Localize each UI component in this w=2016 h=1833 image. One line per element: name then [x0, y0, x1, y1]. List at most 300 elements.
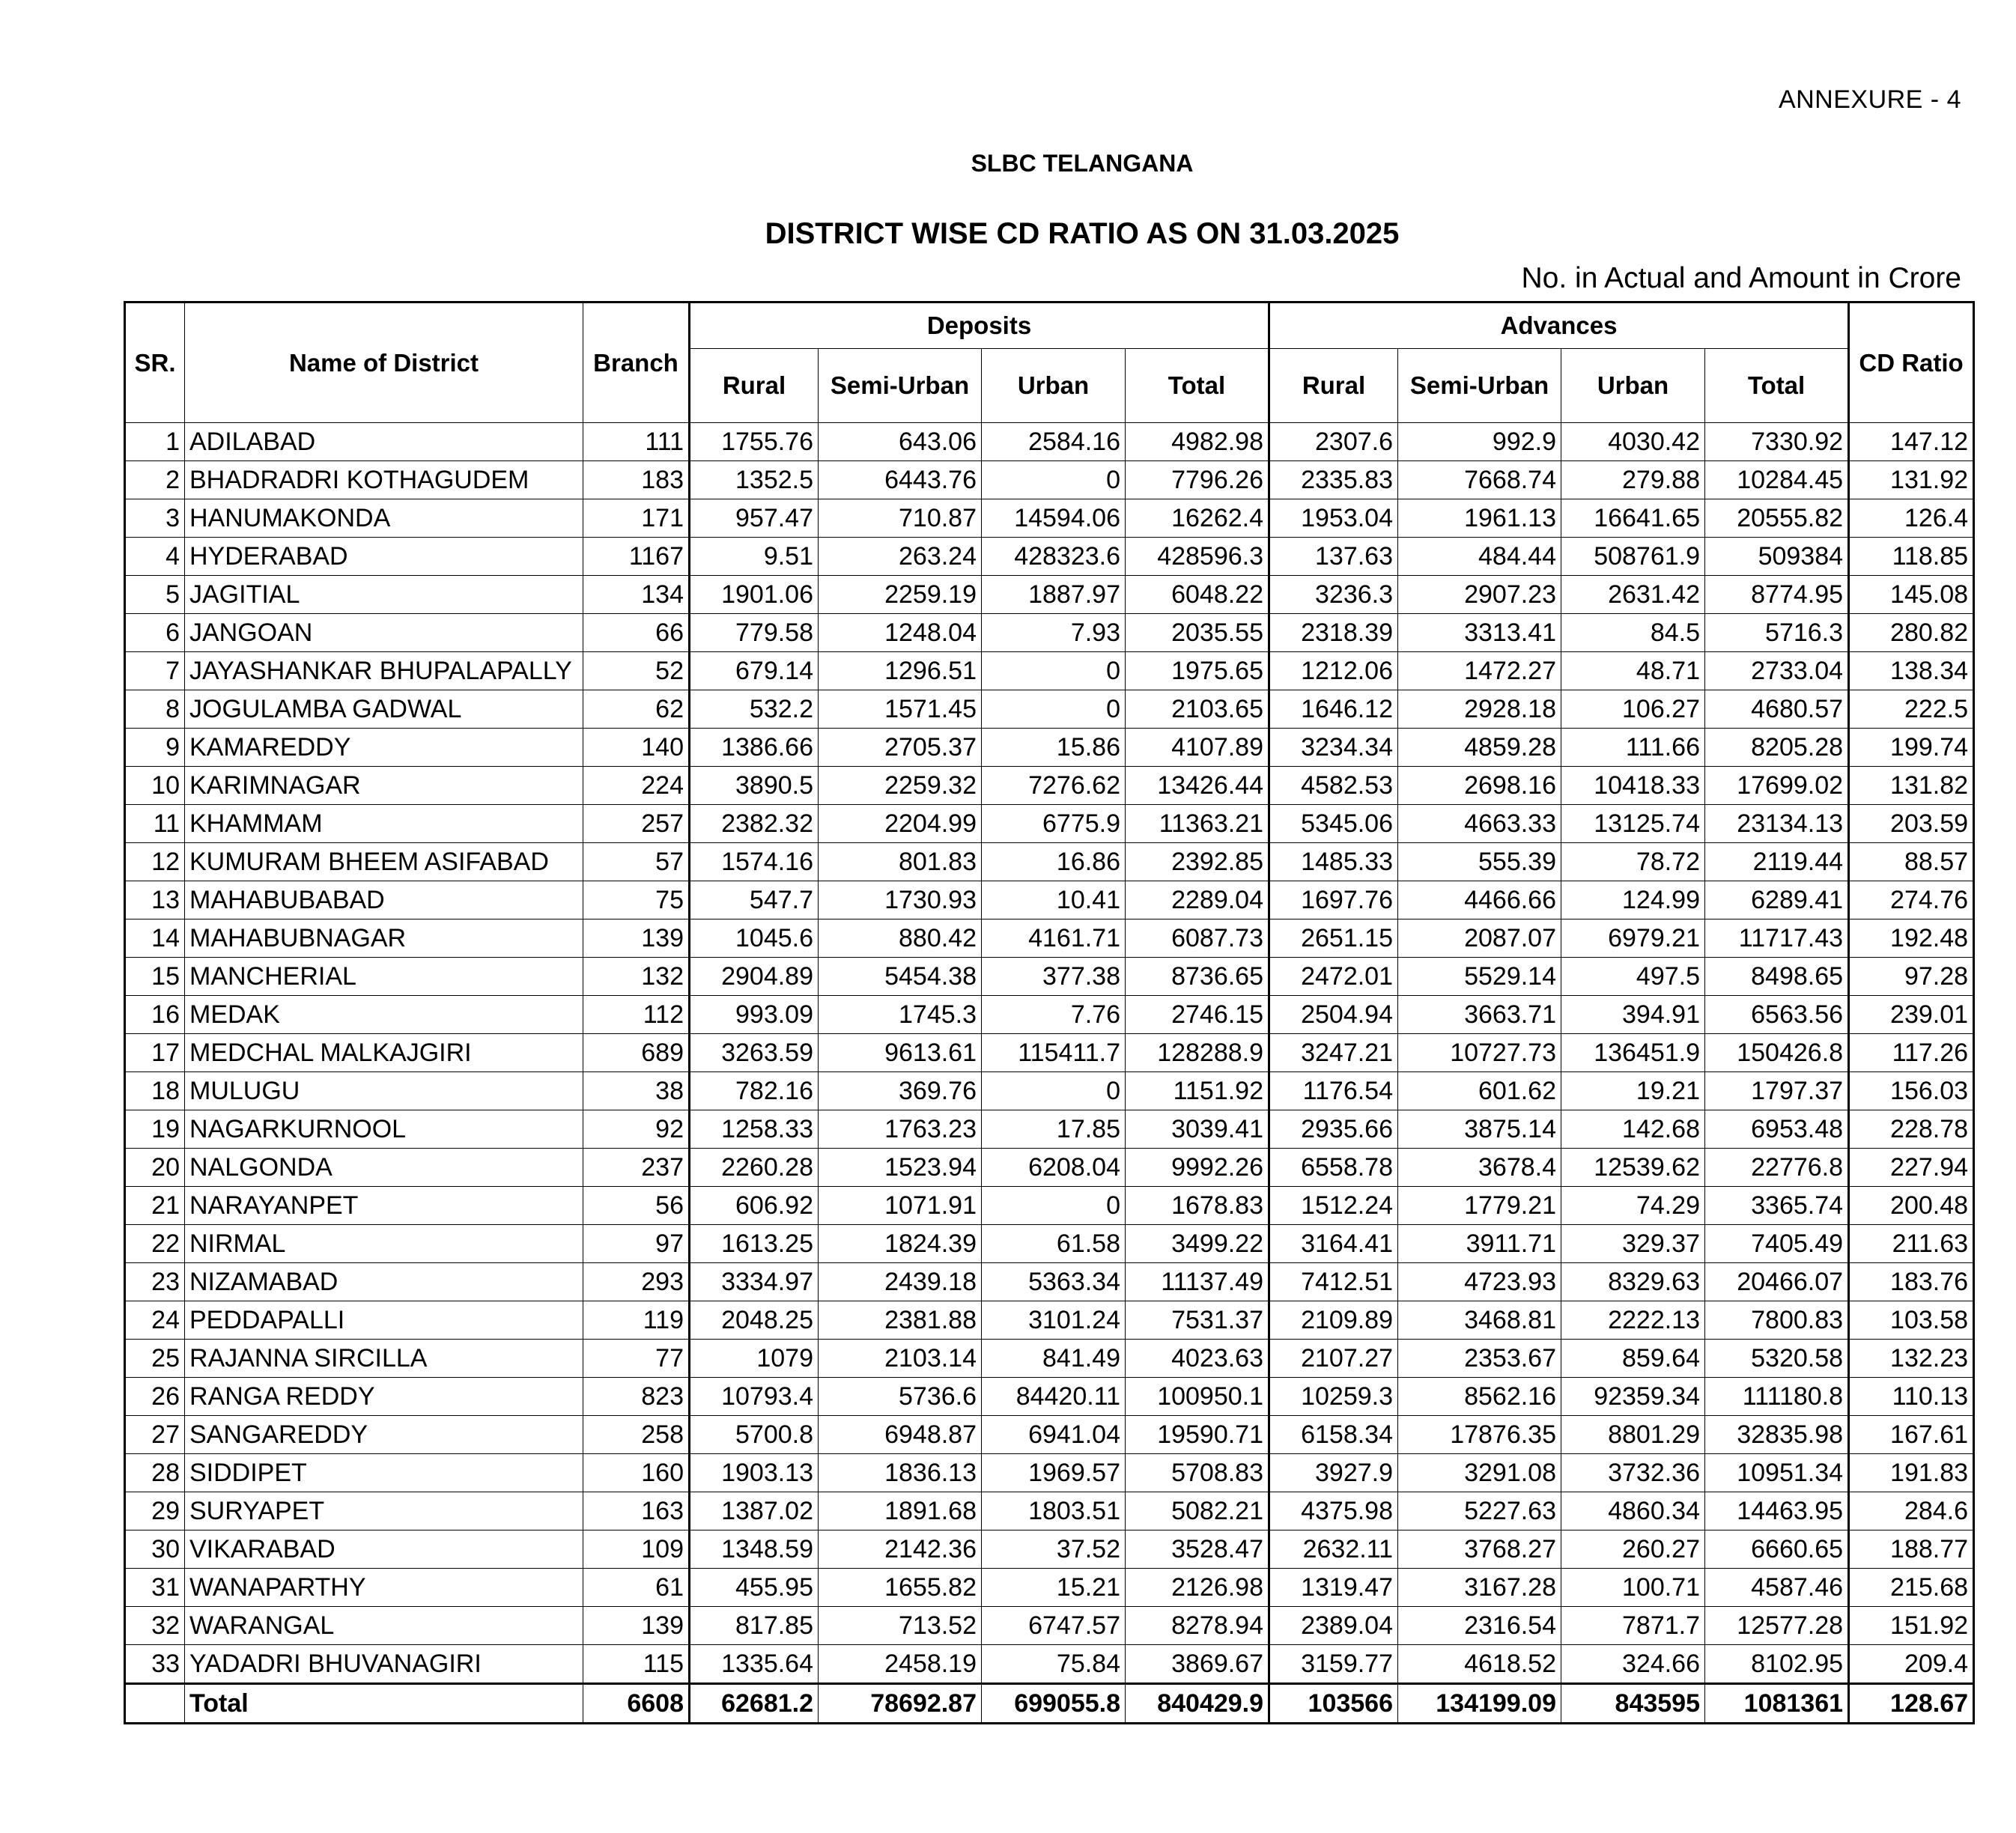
cell-advances-urban: 3732.36	[1561, 1454, 1705, 1492]
cell-deposits-total: 19590.71	[1126, 1416, 1269, 1454]
cell-deposits-rural: 1755.76	[690, 423, 819, 461]
cell-deposits-semi-urban: 5454.38	[819, 958, 982, 996]
cell-advances-semi-urban: 3678.4	[1398, 1149, 1561, 1187]
cell-advances-total: 6563.56	[1705, 996, 1849, 1034]
cell-advances-total: 2119.44	[1705, 843, 1849, 881]
cell-deposits-urban: 6775.9	[982, 805, 1126, 843]
cell-branch: 134	[583, 576, 690, 614]
cell-advances-semi-urban: 1779.21	[1398, 1187, 1561, 1225]
cell-advances-total: 4680.57	[1705, 690, 1849, 729]
cell-deposits-urban: 84420.11	[982, 1378, 1126, 1416]
table-row	[125, 1530, 1974, 1569]
cell-advances-urban: 12539.62	[1561, 1149, 1705, 1187]
cell-branch: 61	[583, 1569, 690, 1607]
cell-advances-rural: 2109.89	[1269, 1301, 1398, 1340]
cell-cd-ratio: 167.61	[1849, 1416, 1974, 1454]
cell-cd-ratio: 151.92	[1849, 1607, 1974, 1645]
cell-advances-total: 23134.13	[1705, 805, 1849, 843]
cell-deposits-rural: 2048.25	[690, 1301, 819, 1340]
cell-advances-rural: 137.63	[1269, 538, 1398, 576]
cell-deposits-rural: 779.58	[690, 614, 819, 652]
cell-sr: 15	[125, 958, 185, 996]
cell-advances-semi-urban: 484.44	[1398, 538, 1561, 576]
table-row	[125, 1569, 1974, 1607]
cell-advances-rural: 2389.04	[1269, 1607, 1398, 1645]
cell-cd-ratio: 228.78	[1849, 1110, 1974, 1149]
cell-deposits-rural: 547.7	[690, 881, 819, 919]
cell-cd-ratio: 199.74	[1849, 729, 1974, 767]
cell-deposits-urban: 0	[982, 690, 1126, 729]
cell-deposits-semi-urban: 1571.45	[819, 690, 982, 729]
cell-deposits-total: 2289.04	[1126, 881, 1269, 919]
cell-deposits-total: 3499.22	[1126, 1225, 1269, 1263]
cell-cd-ratio: 126.4	[1849, 499, 1974, 538]
cell-advances-urban: 19.21	[1561, 1072, 1705, 1110]
cell-deposits-total: 1975.65	[1126, 652, 1269, 690]
cell-branch: 293	[583, 1263, 690, 1301]
table-row	[125, 1416, 1974, 1454]
cell-advances-rural: 4582.53	[1269, 767, 1398, 805]
cell-deposits-total: 5082.21	[1126, 1492, 1269, 1530]
cell-deposits-urban: 1803.51	[982, 1492, 1126, 1530]
cell-advances-rural: 1697.76	[1269, 881, 1398, 919]
cell-advances-rural: 6158.34	[1269, 1416, 1398, 1454]
cell-branch: 57	[583, 843, 690, 881]
cell-advances-rural: 2318.39	[1269, 614, 1398, 652]
cell-sr: 32	[125, 1607, 185, 1645]
cell-advances-semi-urban: 2928.18	[1398, 690, 1561, 729]
cell-deposits-urban: 0	[982, 652, 1126, 690]
report-title: DISTRICT WISE CD RATIO AS ON 31.03.2025	[765, 217, 1400, 250]
cell-advances-total: 6953.48	[1705, 1110, 1849, 1149]
cell-deposits-semi-urban: 78692.87	[819, 1684, 982, 1724]
cell-deposits-urban: 0	[982, 1187, 1126, 1225]
cell-deposits-semi-urban: 2381.88	[819, 1301, 982, 1340]
cell-branch: 6608	[583, 1684, 690, 1724]
table-row	[125, 1034, 1974, 1072]
cell-deposits-urban: 6747.57	[982, 1607, 1126, 1645]
cell-branch: 171	[583, 499, 690, 538]
cell-sr: 31	[125, 1569, 185, 1607]
cell-advances-urban: 106.27	[1561, 690, 1705, 729]
cell-deposits-urban: 4161.71	[982, 919, 1126, 958]
cell-advances-total: 1081361	[1705, 1684, 1849, 1724]
cell-advances-total: 8205.28	[1705, 729, 1849, 767]
cell-branch: 258	[583, 1416, 690, 1454]
cell-deposits-total: 9992.26	[1126, 1149, 1269, 1187]
cell-advances-total: 11717.43	[1705, 919, 1849, 958]
cell-deposits-total: 5708.83	[1126, 1454, 1269, 1492]
cell-district-name: MAHABUBABAD	[185, 881, 583, 919]
cell-advances-rural: 3159.77	[1269, 1645, 1398, 1684]
cell-deposits-total: 2126.98	[1126, 1569, 1269, 1607]
cell-deposits-urban: 10.41	[982, 881, 1126, 919]
cell-advances-semi-urban: 4859.28	[1398, 729, 1561, 767]
cell-advances-rural: 2472.01	[1269, 958, 1398, 996]
cell-branch: 92	[583, 1110, 690, 1149]
cell-deposits-urban: 37.52	[982, 1530, 1126, 1569]
cell-advances-semi-urban: 8562.16	[1398, 1378, 1561, 1416]
cell-sr: 5	[125, 576, 185, 614]
header-branch: Branch	[583, 303, 690, 423]
cell-advances-semi-urban: 3875.14	[1398, 1110, 1561, 1149]
cell-cd-ratio: 192.48	[1849, 919, 1974, 958]
cell-branch: 119	[583, 1301, 690, 1340]
cell-advances-rural: 1176.54	[1269, 1072, 1398, 1110]
cell-sr: 28	[125, 1454, 185, 1492]
cell-district-name: HANUMAKONDA	[185, 499, 583, 538]
cell-advances-urban: 329.37	[1561, 1225, 1705, 1263]
table-row	[125, 1263, 1974, 1301]
cell-branch: 140	[583, 729, 690, 767]
cell-branch: 56	[583, 1187, 690, 1225]
cell-advances-total: 6289.41	[1705, 881, 1849, 919]
cell-deposits-urban: 5363.34	[982, 1263, 1126, 1301]
cell-deposits-semi-urban: 2142.36	[819, 1530, 982, 1569]
cell-advances-urban: 16641.65	[1561, 499, 1705, 538]
cell-branch: 139	[583, 919, 690, 958]
cell-district-name: NARAYANPET	[185, 1187, 583, 1225]
header-advances: Advances	[1269, 303, 1849, 349]
cell-district-name: YADADRI BHUVANAGIRI	[185, 1645, 583, 1684]
header-advances-total: Total	[1705, 349, 1849, 423]
cell-sr: 29	[125, 1492, 185, 1530]
cell-sr: 20	[125, 1149, 185, 1187]
cell-advances-urban: 100.71	[1561, 1569, 1705, 1607]
cell-advances-semi-urban: 2698.16	[1398, 767, 1561, 805]
cell-advances-rural: 1953.04	[1269, 499, 1398, 538]
cell-deposits-rural: 532.2	[690, 690, 819, 729]
cell-deposits-semi-urban: 2458.19	[819, 1645, 982, 1684]
cell-advances-semi-urban: 3313.41	[1398, 614, 1561, 652]
cell-advances-total: 10284.45	[1705, 461, 1849, 499]
cell-advances-rural: 2632.11	[1269, 1530, 1398, 1569]
cell-cd-ratio: 88.57	[1849, 843, 1974, 881]
cell-advances-urban: 7871.7	[1561, 1607, 1705, 1645]
cell-advances-urban: 843595	[1561, 1684, 1705, 1724]
cell-branch: 689	[583, 1034, 690, 1072]
table-row	[125, 996, 1974, 1034]
cell-district-name: KHAMMAM	[185, 805, 583, 843]
cell-deposits-urban: 115411.7	[982, 1034, 1126, 1072]
cell-deposits-total: 3039.41	[1126, 1110, 1269, 1149]
cell-deposits-total: 128288.9	[1126, 1034, 1269, 1072]
table-row	[125, 1225, 1974, 1263]
table-row	[125, 1340, 1974, 1378]
cell-sr: 25	[125, 1340, 185, 1378]
cell-advances-rural: 10259.3	[1269, 1378, 1398, 1416]
cell-advances-semi-urban: 2316.54	[1398, 1607, 1561, 1645]
cell-deposits-rural: 10793.4	[690, 1378, 819, 1416]
cell-advances-total: 20555.82	[1705, 499, 1849, 538]
cell-deposits-rural: 1258.33	[690, 1110, 819, 1149]
header-cd-ratio: CD Ratio	[1849, 303, 1974, 423]
header-deposits-semi-urban: Semi-Urban	[819, 349, 982, 423]
table-row	[125, 1645, 1974, 1684]
cell-deposits-urban: 16.86	[982, 843, 1126, 881]
table-row	[125, 958, 1974, 996]
cell-deposits-total: 13426.44	[1126, 767, 1269, 805]
cell-cd-ratio: 280.82	[1849, 614, 1974, 652]
cell-advances-semi-urban: 134199.09	[1398, 1684, 1561, 1724]
table-body	[125, 423, 1974, 1724]
cell-cd-ratio: 215.68	[1849, 1569, 1974, 1607]
cell-advances-urban: 92359.34	[1561, 1378, 1705, 1416]
cell-advances-urban: 6979.21	[1561, 919, 1705, 958]
table-row	[125, 1492, 1974, 1530]
cell-deposits-rural: 1386.66	[690, 729, 819, 767]
cell-cd-ratio: 183.76	[1849, 1263, 1974, 1301]
header-deposits-total: Total	[1126, 349, 1269, 423]
cell-advances-total: 12577.28	[1705, 1607, 1849, 1645]
cell-advances-semi-urban: 3291.08	[1398, 1454, 1561, 1492]
cell-cd-ratio: 118.85	[1849, 538, 1974, 576]
cell-deposits-rural: 455.95	[690, 1569, 819, 1607]
cell-sr: 1	[125, 423, 185, 461]
cell-deposits-urban: 15.86	[982, 729, 1126, 767]
cell-deposits-urban: 377.38	[982, 958, 1126, 996]
cell-advances-total: 8102.95	[1705, 1645, 1849, 1684]
cell-cd-ratio: 222.5	[1849, 690, 1974, 729]
cell-deposits-total: 100950.1	[1126, 1378, 1269, 1416]
cell-deposits-urban: 1969.57	[982, 1454, 1126, 1492]
table-row	[125, 767, 1974, 805]
cell-sr: 17	[125, 1034, 185, 1072]
cell-advances-total: 2733.04	[1705, 652, 1849, 690]
cell-advances-semi-urban: 601.62	[1398, 1072, 1561, 1110]
table-row	[125, 1149, 1974, 1187]
cell-deposits-urban: 75.84	[982, 1645, 1126, 1684]
cell-deposits-rural: 1045.6	[690, 919, 819, 958]
cell-advances-urban: 2631.42	[1561, 576, 1705, 614]
cell-sr: 12	[125, 843, 185, 881]
cell-deposits-rural: 62681.2	[690, 1684, 819, 1724]
cell-advances-semi-urban: 17876.35	[1398, 1416, 1561, 1454]
cell-advances-total: 6660.65	[1705, 1530, 1849, 1569]
cell-sr: 9	[125, 729, 185, 767]
cell-deposits-rural: 1901.06	[690, 576, 819, 614]
cell-sr: 23	[125, 1263, 185, 1301]
cell-district-name: Total	[185, 1684, 583, 1724]
cell-deposits-total: 11363.21	[1126, 805, 1269, 843]
table-row	[125, 1454, 1974, 1492]
cell-deposits-rural: 1613.25	[690, 1225, 819, 1263]
cell-advances-total: 150426.8	[1705, 1034, 1849, 1072]
cell-deposits-semi-urban: 1745.3	[819, 996, 982, 1034]
cell-advances-urban: 78.72	[1561, 843, 1705, 881]
cell-advances-urban: 260.27	[1561, 1530, 1705, 1569]
cell-advances-total: 509384	[1705, 538, 1849, 576]
cell-advances-urban: 279.88	[1561, 461, 1705, 499]
cell-deposits-semi-urban: 710.87	[819, 499, 982, 538]
cell-district-name: NIZAMABAD	[185, 1263, 583, 1301]
cell-deposits-semi-urban: 1248.04	[819, 614, 982, 652]
cell-deposits-rural: 2904.89	[690, 958, 819, 996]
cell-deposits-total: 7531.37	[1126, 1301, 1269, 1340]
cell-branch: 62	[583, 690, 690, 729]
cell-deposits-semi-urban: 1071.91	[819, 1187, 982, 1225]
cell-branch: 111	[583, 423, 690, 461]
table-row	[125, 805, 1974, 843]
cell-deposits-semi-urban: 801.83	[819, 843, 982, 881]
cell-branch: 112	[583, 996, 690, 1034]
annexure-label: ANNEXURE - 4	[1778, 85, 1961, 114]
cell-advances-urban: 8801.29	[1561, 1416, 1705, 1454]
table-row	[125, 881, 1974, 919]
cell-deposits-semi-urban: 263.24	[819, 538, 982, 576]
cell-advances-semi-urban: 4663.33	[1398, 805, 1561, 843]
table-row	[125, 423, 1974, 461]
cell-district-name: MEDCHAL MALKAJGIRI	[185, 1034, 583, 1072]
cell-deposits-total: 4107.89	[1126, 729, 1269, 767]
cell-advances-semi-urban: 4466.66	[1398, 881, 1561, 919]
cell-cd-ratio: 284.6	[1849, 1492, 1974, 1530]
header-deposits-urban: Urban	[982, 349, 1126, 423]
total-row	[125, 1684, 1974, 1724]
cell-deposits-urban: 2584.16	[982, 423, 1126, 461]
organization-title: SLBC TELANGANA	[971, 150, 1194, 177]
cell-advances-total: 1797.37	[1705, 1072, 1849, 1110]
cell-deposits-rural: 1387.02	[690, 1492, 819, 1530]
cell-deposits-urban: 14594.06	[982, 499, 1126, 538]
cell-deposits-total: 16262.4	[1126, 499, 1269, 538]
cell-advances-urban: 324.66	[1561, 1645, 1705, 1684]
cell-branch: 77	[583, 1340, 690, 1378]
cell-advances-total: 5320.58	[1705, 1340, 1849, 1378]
cell-advances-rural: 2107.27	[1269, 1340, 1398, 1378]
cell-advances-total: 22776.8	[1705, 1149, 1849, 1187]
cell-advances-semi-urban: 1472.27	[1398, 652, 1561, 690]
cell-district-name: JAYASHANKAR BHUPALAPALLY	[185, 652, 583, 690]
cell-advances-rural: 7412.51	[1269, 1263, 1398, 1301]
table-row	[125, 1607, 1974, 1645]
cell-sr: 22	[125, 1225, 185, 1263]
cell-deposits-total: 3528.47	[1126, 1530, 1269, 1569]
cell-deposits-semi-urban: 1730.93	[819, 881, 982, 919]
cell-advances-total: 7330.92	[1705, 423, 1849, 461]
cell-deposits-rural: 1348.59	[690, 1530, 819, 1569]
cell-deposits-total: 2035.55	[1126, 614, 1269, 652]
cell-branch: 75	[583, 881, 690, 919]
cell-cd-ratio: 188.77	[1849, 1530, 1974, 1569]
cell-advances-total: 17699.02	[1705, 767, 1849, 805]
cell-advances-total: 7405.49	[1705, 1225, 1849, 1263]
cell-deposits-total: 2746.15	[1126, 996, 1269, 1034]
cell-deposits-rural: 2382.32	[690, 805, 819, 843]
cell-branch: 257	[583, 805, 690, 843]
cell-advances-rural: 3247.21	[1269, 1034, 1398, 1072]
cell-branch: 1167	[583, 538, 690, 576]
cell-deposits-rural: 782.16	[690, 1072, 819, 1110]
cell-district-name: MULUGU	[185, 1072, 583, 1110]
table-row	[125, 1301, 1974, 1340]
header-advances-semi-urban: Semi-Urban	[1398, 349, 1561, 423]
cell-cd-ratio: 103.58	[1849, 1301, 1974, 1340]
cell-advances-total: 32835.98	[1705, 1416, 1849, 1454]
cell-advances-total: 10951.34	[1705, 1454, 1849, 1492]
cell-advances-rural: 1319.47	[1269, 1569, 1398, 1607]
cell-branch: 97	[583, 1225, 690, 1263]
cell-advances-semi-urban: 2087.07	[1398, 919, 1561, 958]
cell-district-name: RANGA REDDY	[185, 1378, 583, 1416]
cell-deposits-urban: 7.76	[982, 996, 1126, 1034]
cell-sr: 14	[125, 919, 185, 958]
cell-cd-ratio: 203.59	[1849, 805, 1974, 843]
cell-sr: 33	[125, 1645, 185, 1684]
table-row	[125, 843, 1974, 881]
cell-advances-semi-urban: 3167.28	[1398, 1569, 1561, 1607]
cell-district-name: MANCHERIAL	[185, 958, 583, 996]
cell-deposits-total: 6087.73	[1126, 919, 1269, 958]
cell-advances-total: 4587.46	[1705, 1569, 1849, 1607]
cell-advances-urban: 74.29	[1561, 1187, 1705, 1225]
cell-deposits-rural: 5700.8	[690, 1416, 819, 1454]
cell-branch: 160	[583, 1454, 690, 1492]
cell-district-name: JAGITIAL	[185, 576, 583, 614]
cell-deposits-semi-urban: 2259.19	[819, 576, 982, 614]
cell-sr: 26	[125, 1378, 185, 1416]
cell-district-name: VIKARABAD	[185, 1530, 583, 1569]
cell-deposits-urban: 7.93	[982, 614, 1126, 652]
cell-deposits-semi-urban: 1655.82	[819, 1569, 982, 1607]
cell-deposits-urban: 6208.04	[982, 1149, 1126, 1187]
cell-advances-total: 7800.83	[1705, 1301, 1849, 1340]
cell-deposits-total: 8278.94	[1126, 1607, 1269, 1645]
cell-advances-rural: 2307.6	[1269, 423, 1398, 461]
cell-sr: 24	[125, 1301, 185, 1340]
cell-sr: 19	[125, 1110, 185, 1149]
cell-deposits-total: 6048.22	[1126, 576, 1269, 614]
cell-deposits-rural: 679.14	[690, 652, 819, 690]
cell-district-name: SANGAREDDY	[185, 1416, 583, 1454]
cell-branch: 183	[583, 461, 690, 499]
cell-branch: 52	[583, 652, 690, 690]
cell-deposits-semi-urban: 1891.68	[819, 1492, 982, 1530]
cell-advances-rural: 2651.15	[1269, 919, 1398, 958]
cell-advances-urban: 13125.74	[1561, 805, 1705, 843]
cell-branch: 237	[583, 1149, 690, 1187]
cell-district-name: NALGONDA	[185, 1149, 583, 1187]
cell-deposits-semi-urban: 643.06	[819, 423, 982, 461]
cell-deposits-rural: 3263.59	[690, 1034, 819, 1072]
cell-cd-ratio: 128.67	[1849, 1684, 1974, 1724]
cell-deposits-total: 11137.49	[1126, 1263, 1269, 1301]
header-district-name: Name of District	[185, 303, 583, 423]
cell-advances-rural: 1212.06	[1269, 652, 1398, 690]
cell-deposits-semi-urban: 1296.51	[819, 652, 982, 690]
cell-advances-rural: 3236.3	[1269, 576, 1398, 614]
cell-advances-rural: 1485.33	[1269, 843, 1398, 881]
cell-branch: 109	[583, 1530, 690, 1569]
cell-advances-urban: 8329.63	[1561, 1263, 1705, 1301]
cell-cd-ratio: 274.76	[1849, 881, 1974, 919]
cell-deposits-semi-urban: 9613.61	[819, 1034, 982, 1072]
cell-deposits-total: 840429.9	[1126, 1684, 1269, 1724]
cell-sr: 4	[125, 538, 185, 576]
cell-sr: 11	[125, 805, 185, 843]
cell-deposits-urban: 0	[982, 1072, 1126, 1110]
cell-advances-rural: 2504.94	[1269, 996, 1398, 1034]
cell-district-name: MEDAK	[185, 996, 583, 1034]
header-deposits: Deposits	[690, 303, 1269, 349]
cell-deposits-rural: 9.51	[690, 538, 819, 576]
cd-ratio-table	[124, 301, 1975, 1724]
cell-deposits-total: 7796.26	[1126, 461, 1269, 499]
cell-district-name: NAGARKURNOOL	[185, 1110, 583, 1149]
cell-district-name: WARANGAL	[185, 1607, 583, 1645]
cell-branch: 823	[583, 1378, 690, 1416]
cell-advances-urban: 2222.13	[1561, 1301, 1705, 1340]
